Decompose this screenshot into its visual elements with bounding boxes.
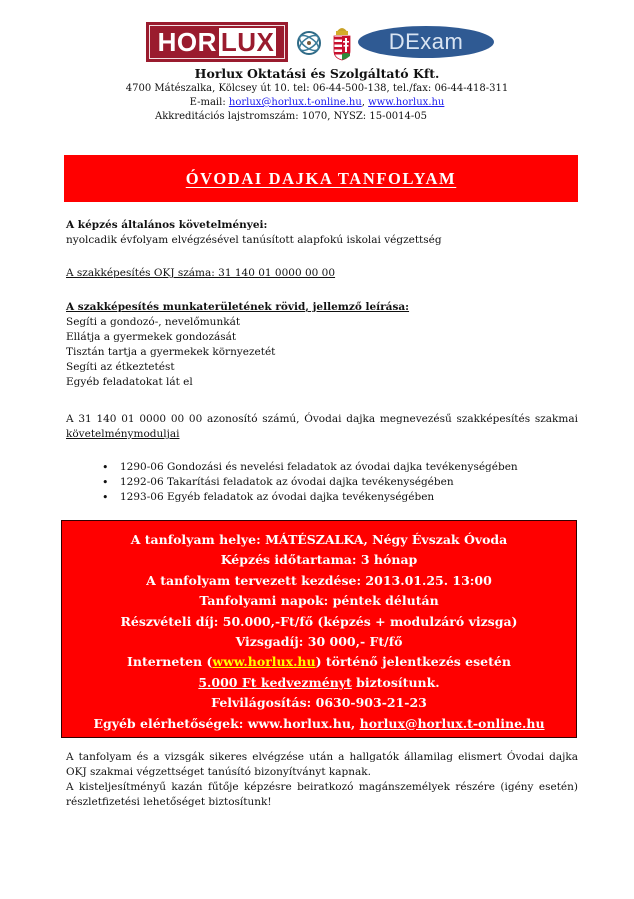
work-area-item: Tisztán tartja a gyermekek környezetét: [66, 346, 276, 358]
footer-para2-line2: részletfizetési lehetőséget biztosítunk!: [66, 796, 272, 808]
horlux-logo: [146, 22, 288, 62]
page-title: ÓVODAI DAJKA TANFOLYAM: [185, 168, 457, 188]
work-area-item: Segíti az étkeztetést: [66, 361, 175, 373]
globe-emblem-icon: [296, 30, 322, 56]
module-item: • 1290-06 Gondozási és nevelési feladatok az óvodai dajka tevékenységében: [104, 460, 578, 475]
accreditation-info: Akkreditációs lajstromszám: 1070, NYSZ: 15-0014-05: [155, 111, 427, 122]
okj-number: A szakképesítés OKJ száma: 31 140 01 0000 00 00: [66, 267, 336, 279]
course-location-value: MÁTÉSZALKA, Négy Évszak Óvoda: [265, 532, 508, 547]
modules-intro-section: [66, 412, 578, 442]
requirements-section: [66, 218, 578, 248]
info-phone: Felvilágosítás: 0630-903-21-23: [211, 695, 427, 711]
module-item: • 1292-06 Takarítási feladatok az óvodai dajka tevékenységében: [104, 475, 578, 490]
work-area-heading: A szakképesítés munkaterületének rövid, jellemző leírása:: [66, 301, 410, 313]
online-registration-pre: Interneten (: [127, 654, 213, 670]
footer-section: [66, 750, 578, 810]
requirements-text: nyolcadik évfolyam elvégzésével tanúsított alapfokú iskolai végzettség: [66, 234, 442, 246]
other-contacts-label: Egyéb elérhetőségek: www.horlux.hu,: [93, 715, 360, 731]
online-registration-link[interactable]: www.horlux.hu: [212, 654, 316, 670]
footer-para1-line1: A tanfolyam és a vizsgák sikeres elvégzése után a hallgatók államilag elismert Óvodai dajka: [66, 751, 578, 763]
course-days: Tanfolyami napok: péntek délután: [199, 593, 439, 609]
modules-list: [66, 460, 578, 505]
title-banner: [64, 155, 578, 202]
discount-rest: biztosítunk.: [351, 674, 440, 690]
other-contacts: [62, 714, 576, 734]
work-area-item: Segíti a gondozó-, nevelőmunkát: [66, 316, 241, 328]
company-name: Horlux Oktatási és Szolgáltató Kft.: [194, 66, 440, 81]
separator: ,: [361, 97, 369, 108]
course-duration: Képzés időtartama: 3 hónap: [220, 552, 418, 568]
hungarian-coat-of-arms-icon: [332, 23, 352, 61]
company-contact-line: [0, 96, 634, 110]
discount-amount: 5.000 Ft kedvezményt: [198, 674, 352, 690]
online-registration: [62, 652, 576, 672]
module-item: • 1293-06 Egyéb feladatok az óvodai dajka tevékenységében: [104, 490, 578, 505]
course-location: [62, 530, 576, 550]
work-area-section: [66, 300, 578, 390]
header-logos: [146, 20, 496, 66]
company-info: [0, 66, 634, 124]
work-area-item: Ellátja a gyermekek gondozását: [66, 331, 237, 343]
other-contacts-email-link[interactable]: horlux@horlux.t-online.hu: [359, 715, 545, 731]
website-link[interactable]: www.horlux.hu: [368, 97, 445, 108]
company-address: 4700 Mátészalka, Kölcsey út 10. tel: 06-44-500-138, tel./fax: 06-44-418-311: [125, 83, 509, 94]
modules-intro-subtitle: követelménymoduljai: [66, 428, 180, 440]
footer-para1-line2: OKJ szakmai végzettséget tanúsító bizonyítványt kapnak.: [66, 766, 371, 778]
horlux-logo-lux: LUX: [220, 27, 275, 57]
course-info-box: [61, 520, 577, 738]
course-fee: Részvételi díj: 50.000,-Ft/fő (képzés + modulzáró vizsga): [120, 613, 518, 629]
horlux-logo-hor: HOR: [157, 26, 217, 57]
discount-line: [62, 673, 576, 693]
okj-section: [66, 266, 578, 281]
email-link[interactable]: horlux@horlux.t-online.hu: [228, 97, 362, 108]
dexam-logo: DExam: [358, 26, 494, 58]
modules-intro-line: A 31 140 01 0000 00 00 azonosító számú, Óvodai dajka megnevezésű szakképesítés szakmai: [66, 413, 578, 425]
requirements-heading: A képzés általános követelményei:: [66, 219, 268, 231]
online-registration-post: ) történő jelentkezés esetén: [315, 654, 511, 670]
exam-fee: Vizsgadíj: 30 000,- Ft/fő: [235, 634, 403, 650]
work-area-item: Egyéb feladatokat lát el: [66, 376, 193, 388]
course-location-label: A tanfolyam helye:: [130, 532, 266, 547]
modules-section: [66, 460, 578, 505]
course-start: A tanfolyam tervezett kezdése: 2013.01.25. 13:00: [146, 572, 492, 588]
email-label: E-mail:: [189, 97, 229, 108]
footer-para2-line1: A kisteljesítményű kazán fűtője képzésre beiratkozó magánszemélyek részére (igény esetén): [66, 781, 578, 793]
